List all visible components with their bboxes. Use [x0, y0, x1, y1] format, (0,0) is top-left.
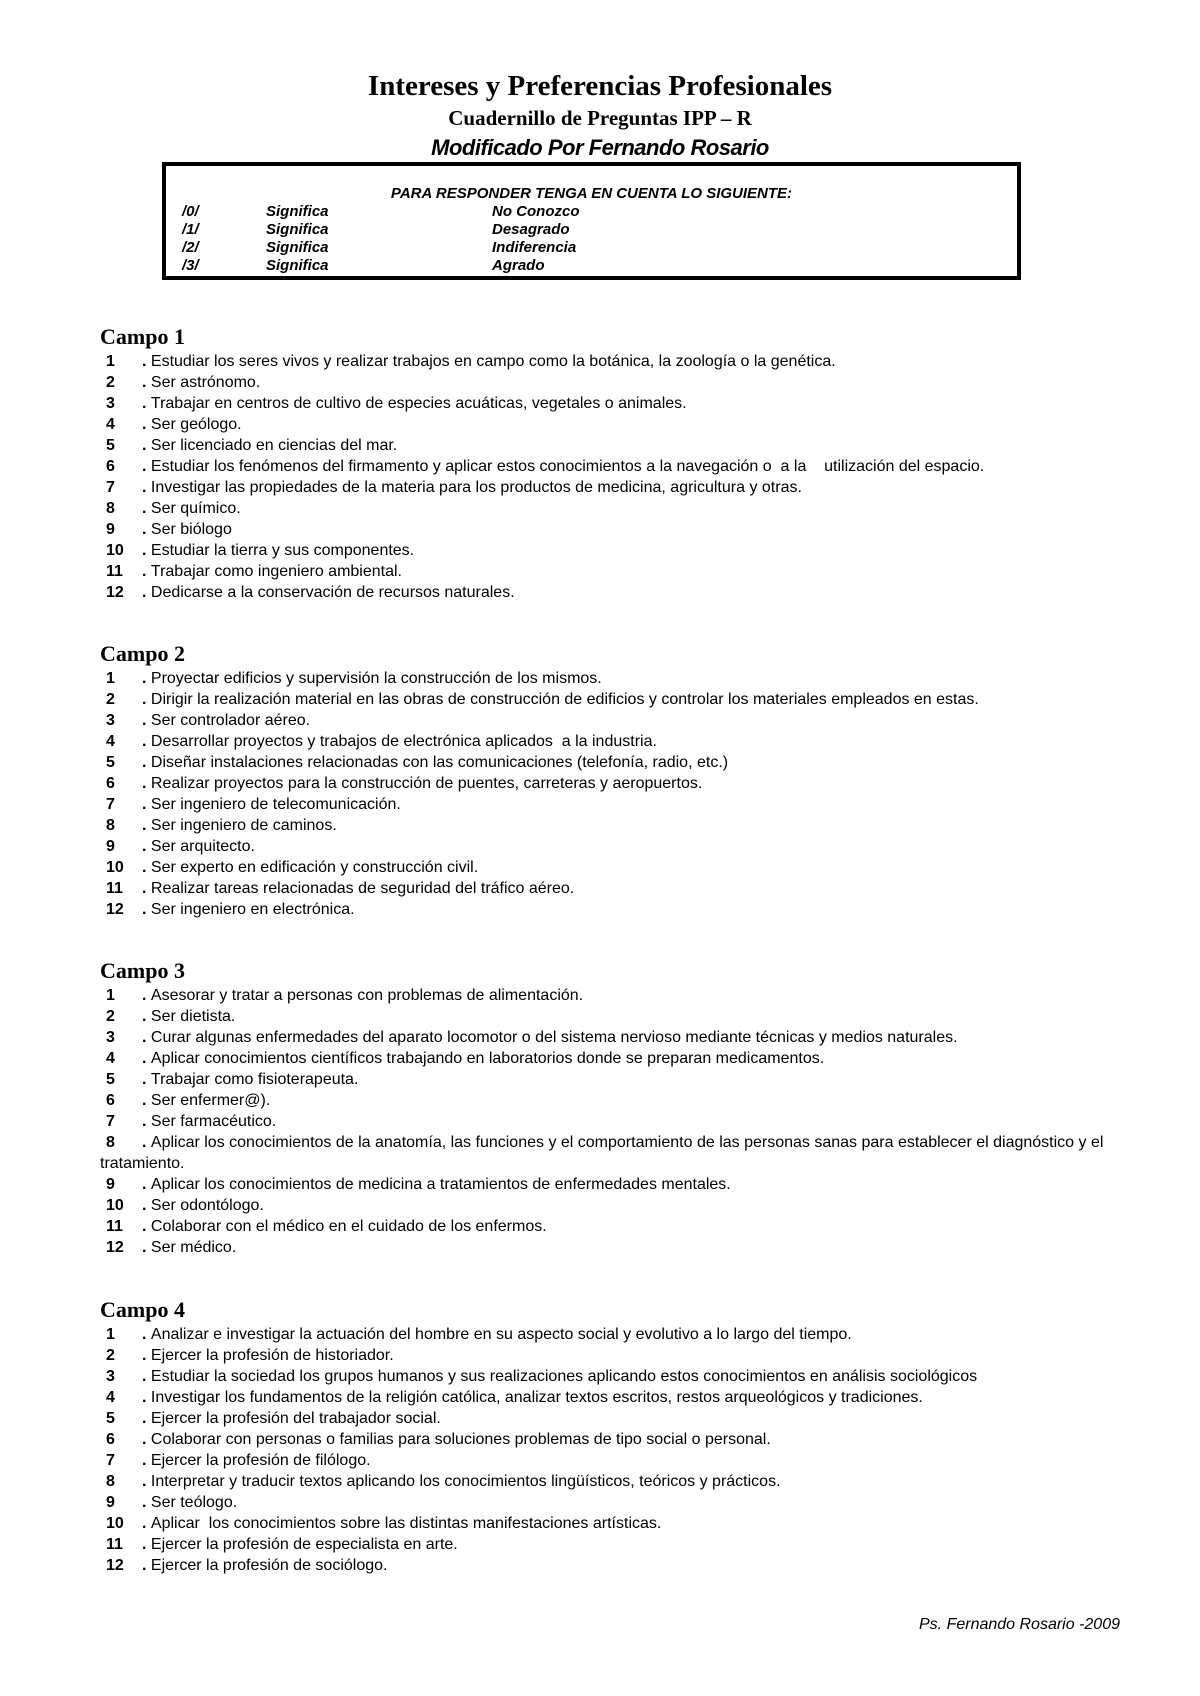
question-item: 3 . Ser controlador aéreo. — [106, 712, 311, 729]
question-text: Realizar tareas relacionadas de seguridad del tráfico aéreo. — [150, 880, 575, 897]
campo-title: Campo 1 — [100, 324, 185, 349]
question-item: 8 . Ser ingeniero de caminos. — [106, 817, 337, 834]
question-text: Ser arquitecto. — [150, 838, 255, 855]
question-text: Ser experto en edificación y construcción civil. — [150, 859, 479, 876]
question-text: Ser ingeniero en electrónica. — [150, 901, 355, 918]
document-subtitle: Cuadernillo de Preguntas IPP – R — [448, 106, 752, 130]
question-number: 4 — [106, 1050, 115, 1067]
question-number: 2 — [106, 691, 115, 708]
legend-verb: Significa — [266, 221, 329, 238]
question-text: Aplicar conocimientos científicos trabajando en laboratorios donde se preparan medicamentos. — [150, 1050, 825, 1067]
question-text: Analizar e investigar la actuación del hombre en su aspecto social y evolutivo a lo largo del tiempo. — [150, 1326, 852, 1343]
legend-verb: Significa — [266, 257, 329, 274]
question-text: Colaborar con personas o familias para soluciones problemas de tipo social o personal. — [150, 1431, 771, 1448]
question-item: 8 . Aplicar los conocimientos de la anatomía, las funciones y el comportamiento de las personas sanas para establecer el diagnóstico y el tratamiento. — [100, 1134, 1104, 1172]
question-item: 4 . Desarrollar proyectos y trabajos de electrónica aplicados a la industria. — [106, 733, 657, 750]
question-number: 11 — [106, 880, 123, 897]
question-number: 10 — [106, 1515, 124, 1532]
question-item: 1 . Asesorar y tratar a personas con problemas de alimentación. — [106, 987, 584, 1004]
question-text: Asesorar y tratar a personas con problemas de alimentación. — [150, 987, 584, 1004]
legend-code: /1/ — [182, 221, 199, 238]
question-number: 4 — [106, 416, 115, 433]
question-text: Desarrollar proyectos y trabajos de electrónica aplicados a la industria. — [150, 733, 657, 750]
question-number: 8 — [106, 1473, 115, 1490]
question-item: 11 . Realizar tareas relacionadas de seguridad del tráfico aéreo. — [106, 880, 575, 897]
question-text: Ser teólogo. — [150, 1494, 238, 1511]
question-text: Ser químico. — [150, 500, 241, 517]
question-item: 2 . Ser astrónomo. — [106, 374, 261, 391]
question-item: 5 . Trabajar como fisioterapeuta. — [106, 1071, 359, 1088]
question-text: Dirigir la realización material en las obras de construcción de edificios y controlar los materiales empleados en estas. — [150, 691, 979, 708]
instructions-heading: PARA RESPONDER TENGA EN CUENTA LO SIGUIENTE: — [390, 185, 793, 202]
legend-meaning: Agrado — [492, 257, 545, 274]
question-number: 7 — [106, 1452, 115, 1469]
question-item: 2 . Ser dietista. — [106, 1008, 236, 1025]
question-text: Trabajar en centros de cultivo de especies acuáticas, vegetales o animales. — [150, 395, 687, 412]
question-text: Ser biólogo — [150, 521, 232, 538]
question-number: 11 — [106, 1218, 123, 1235]
question-number: 1 — [106, 987, 115, 1004]
question-number: 3 — [106, 1029, 115, 1046]
question-number: 11 — [106, 1536, 123, 1553]
question-number: 8 — [106, 817, 115, 834]
author-signature: Ps. Fernando Rosario -2009 — [919, 1616, 1120, 1633]
question-text: Ejercer la profesión de filólogo. — [150, 1452, 371, 1469]
legend-code: /0/ — [182, 203, 199, 220]
legend-verb: Significa — [266, 203, 329, 220]
campo-title: Campo 4 — [100, 1297, 185, 1322]
question-number: 7 — [106, 1113, 115, 1130]
question-item: 10 . Estudiar la tierra y sus componentes. — [106, 542, 415, 559]
question-number: 5 — [106, 437, 115, 454]
question-item: 7 . Investigar las propiedades de la materia para los productos de medicina, agricultura y otras. — [106, 479, 802, 496]
question-item: 1 . Estudiar los seres vivos y realizar trabajos en campo como la botánica, la zoología o la genética. — [106, 353, 836, 370]
question-item: 6 . Colaborar con personas o familias para soluciones problemas de tipo social o personal. — [106, 1431, 771, 1448]
question-number: 1 — [106, 670, 115, 687]
question-text: Ser dietista. — [150, 1008, 236, 1025]
question-text: Investigar las propiedades de la materia para los productos de medicina, agricultura y otras. — [150, 479, 802, 496]
question-item: 5 . Diseñar instalaciones relacionadas con las comunicaciones (telefonía, radio, etc.) — [106, 754, 729, 771]
question-text: Proyectar edificios y supervisión la construcción de los mismos. — [150, 670, 602, 687]
question-text: Investigar los fundamentos de la religión católica, analizar textos escritos, restos arqueológicos y tradiciones. — [150, 1389, 923, 1406]
question-item: 3 . Estudiar la sociedad los grupos humanos y sus realizaciones aplicando estos conocimientos en análisis sociológicos — [106, 1368, 978, 1385]
question-item: 9 . Aplicar los conocimientos de medicina a tratamientos de enfermedades mentales. — [106, 1176, 731, 1193]
question-item: 7 . Ser farmacéutico. — [106, 1113, 277, 1130]
question-number: 8 — [106, 1134, 115, 1151]
question-text: Ejercer la profesión de especialista en arte. — [150, 1536, 458, 1553]
question-number: 7 — [106, 479, 115, 496]
question-number: 9 — [106, 1494, 115, 1511]
question-text: Aplicar los conocimientos sobre las distintas manifestaciones artísticas. — [150, 1515, 662, 1532]
question-number: 3 — [106, 712, 115, 729]
question-text: Ser enfermer@). — [150, 1092, 271, 1109]
question-number: 7 — [106, 796, 115, 813]
question-item: 3 . Curar algunas enfermedades del aparato locomotor o del sistema nervioso mediante técnicas y medios naturales. — [106, 1029, 958, 1046]
question-item: 2 . Ejercer la profesión de historiador. — [106, 1347, 394, 1364]
question-number: 10 — [106, 1197, 124, 1214]
campo-3-section — [100, 957, 1160, 1258]
question-text: Ser farmacéutico. — [150, 1113, 277, 1130]
question-item: 3 . Trabajar en centros de cultivo de especies acuáticas, vegetales o animales. — [106, 395, 687, 412]
question-number: 3 — [106, 1368, 115, 1385]
question-text: Estudiar la tierra y sus componentes. — [150, 542, 415, 559]
question-number: 8 — [106, 500, 115, 517]
question-text: Ser odontólogo. — [150, 1197, 264, 1214]
question-number: 12 — [106, 584, 124, 601]
question-number: 6 — [106, 458, 115, 475]
question-text: Trabajar como ingeniero ambiental. — [150, 563, 402, 580]
question-item: 9 . Ser arquitecto. — [106, 838, 255, 855]
question-item: 4 . Aplicar conocimientos científicos trabajando en laboratorios donde se preparan medicamentos. — [106, 1050, 825, 1067]
question-text: Ser licenciado en ciencias del mar. — [150, 437, 398, 454]
question-text: Colaborar con el médico en el cuidado de los enfermos. — [150, 1218, 547, 1235]
question-text: Ser ingeniero de caminos. — [150, 817, 337, 834]
question-number: 1 — [106, 353, 115, 370]
question-item: 8 . Interpretar y traducir textos aplicando los conocimientos lingüísticos, teóricos y prácticos. — [106, 1473, 781, 1490]
campo-title: Campo 3 — [100, 958, 185, 983]
question-number: 10 — [106, 859, 124, 876]
campo-4-section — [100, 1296, 1160, 1576]
question-number: 12 — [106, 1557, 124, 1574]
question-number: 10 — [106, 542, 124, 559]
question-number: 6 — [106, 1092, 115, 1109]
question-number: 4 — [106, 733, 115, 750]
question-item: 7 . Ejercer la profesión de filólogo. — [106, 1452, 371, 1469]
instructions-box — [162, 162, 1021, 280]
legend-verb: Significa — [266, 239, 329, 256]
question-item: 9 . Ser biólogo — [106, 521, 232, 538]
question-item: 5 . Ejercer la profesión del trabajador social. — [106, 1410, 441, 1427]
question-number: 11 — [106, 563, 123, 580]
question-item: 1 . Analizar e investigar la actuación del hombre en su aspecto social y evolutivo a lo largo del tiempo. — [106, 1326, 852, 1343]
question-text: Curar algunas enfermedades del aparato locomotor o del sistema nervioso mediante técnicas y medios naturales. — [150, 1029, 958, 1046]
question-number: 9 — [106, 1176, 115, 1193]
question-text: Diseñar instalaciones relacionadas con las comunicaciones (telefonía, radio, etc.) — [150, 754, 729, 771]
campo-title: Campo 2 — [100, 641, 185, 666]
question-number: 12 — [106, 901, 124, 918]
legend-code: /3/ — [182, 257, 199, 274]
question-text: Aplicar los conocimientos de medicina a tratamientos de enfermedades mentales. — [150, 1176, 731, 1193]
question-item: 6 . Realizar proyectos para la construcción de puentes, carreteras y aeropuertos. — [106, 775, 703, 792]
question-item: 5 . Ser licenciado en ciencias del mar. — [106, 437, 398, 454]
question-text: Aplicar los conocimientos de la anatomía, las funciones y el comportamiento de las personas sanas para establecer el diagnóstico y el tratamiento. — [100, 1134, 1104, 1172]
question-item: 4 . Ser geólogo. — [106, 416, 242, 433]
question-item: 11 . Ejercer la profesión de especialista en arte. — [106, 1536, 458, 1553]
question-number: 2 — [106, 1347, 115, 1364]
legend-meaning: Desagrado — [492, 221, 570, 238]
question-number: 9 — [106, 838, 115, 855]
question-item: 1 . Proyectar edificios y supervisión la construcción de los mismos. — [106, 670, 602, 687]
campo-2-section — [100, 640, 1160, 920]
question-number: 4 — [106, 1389, 115, 1406]
question-number: 5 — [106, 754, 115, 771]
question-number: 5 — [106, 1071, 115, 1088]
question-number: 6 — [106, 1431, 115, 1448]
question-item: 6 . Ser enfermer@). — [106, 1092, 271, 1109]
modified-by-line: Modificado Por Fernando Rosario — [431, 135, 769, 160]
legend-meaning: No Conozco — [492, 203, 580, 220]
question-text: Estudiar los fenómenos del firmamento y aplicar estos conocimientos a la navegación o a la utilización del espacio. — [150, 458, 985, 475]
question-item: 7 . Ser ingeniero de telecomunicación. — [106, 796, 401, 813]
question-number: 2 — [106, 1008, 115, 1025]
question-text: Ser astrónomo. — [150, 374, 261, 391]
question-text: Ser ingeniero de telecomunicación. — [150, 796, 401, 813]
question-item: 12 . Ser médico. — [106, 1239, 237, 1256]
question-text: Ser geólogo. — [150, 416, 242, 433]
question-number: 5 — [106, 1410, 115, 1427]
question-text: Ser controlador aéreo. — [150, 712, 311, 729]
question-number: 3 — [106, 395, 115, 412]
question-text: Ejercer la profesión de sociólogo. — [150, 1557, 388, 1574]
question-number: 9 — [106, 521, 115, 538]
question-text: Dedicarse a la conservación de recursos naturales. — [150, 584, 515, 601]
legend-code: /2/ — [182, 239, 199, 256]
question-item: 8 . Ser químico. — [106, 500, 241, 517]
question-item: 6 . Estudiar los fenómenos del firmamento y aplicar estos conocimientos a la navegación o a la utilización del espacio. — [106, 458, 985, 475]
question-number: 12 — [106, 1239, 124, 1256]
question-text: Estudiar los seres vivos y realizar trabajos en campo como la botánica, la zoología o la genética. — [150, 353, 836, 370]
legend-meaning: Indiferencia — [492, 239, 577, 256]
question-item: 12 . Ser ingeniero en electrónica. — [106, 901, 355, 918]
question-item: 4 . Investigar los fundamentos de la religión católica, analizar textos escritos, restos arqueológicos y tradiciones. — [106, 1389, 923, 1406]
question-text: Ejercer la profesión del trabajador social. — [150, 1410, 441, 1427]
question-text: Ser médico. — [150, 1239, 237, 1256]
question-item: 2 . Dirigir la realización material en las obras de construcción de edificios y controlar los materiales empleados en estas. — [106, 691, 979, 708]
question-text: Estudiar la sociedad los grupos humanos y sus realizaciones aplicando estos conocimientos en análisis sociológicos — [150, 1368, 978, 1385]
question-text: Realizar proyectos para la construcción de puentes, carreteras y aeropuertos. — [150, 775, 703, 792]
question-item: 12 . Ejercer la profesión de sociólogo. — [106, 1557, 388, 1574]
question-number: 6 — [106, 775, 115, 792]
question-item: 12 . Dedicarse a la conservación de recursos naturales. — [106, 584, 515, 601]
question-item: 9 . Ser teólogo. — [106, 1494, 238, 1511]
question-item: 11 . Trabajar como ingeniero ambiental. — [106, 563, 402, 580]
campo-1-section — [100, 323, 1160, 603]
question-number: 1 — [106, 1326, 115, 1343]
question-item: 10 . Ser experto en edificación y construcción civil. — [106, 859, 479, 876]
question-item: 11 . Colaborar con el médico en el cuidado de los enfermos. — [106, 1218, 547, 1235]
question-text: Ejercer la profesión de historiador. — [150, 1347, 394, 1364]
question-item: 10 . Ser odontólogo. — [106, 1197, 264, 1214]
question-text: Interpretar y traducir textos aplicando los conocimientos lingüísticos, teóricos y prácticos. — [150, 1473, 781, 1490]
question-text: Trabajar como fisioterapeuta. — [150, 1071, 359, 1088]
question-item: 10 . Aplicar los conocimientos sobre las distintas manifestaciones artísticas. — [106, 1515, 662, 1532]
document-title: Intereses y Preferencias Profesionales — [367, 70, 833, 102]
question-number: 2 — [106, 374, 115, 391]
